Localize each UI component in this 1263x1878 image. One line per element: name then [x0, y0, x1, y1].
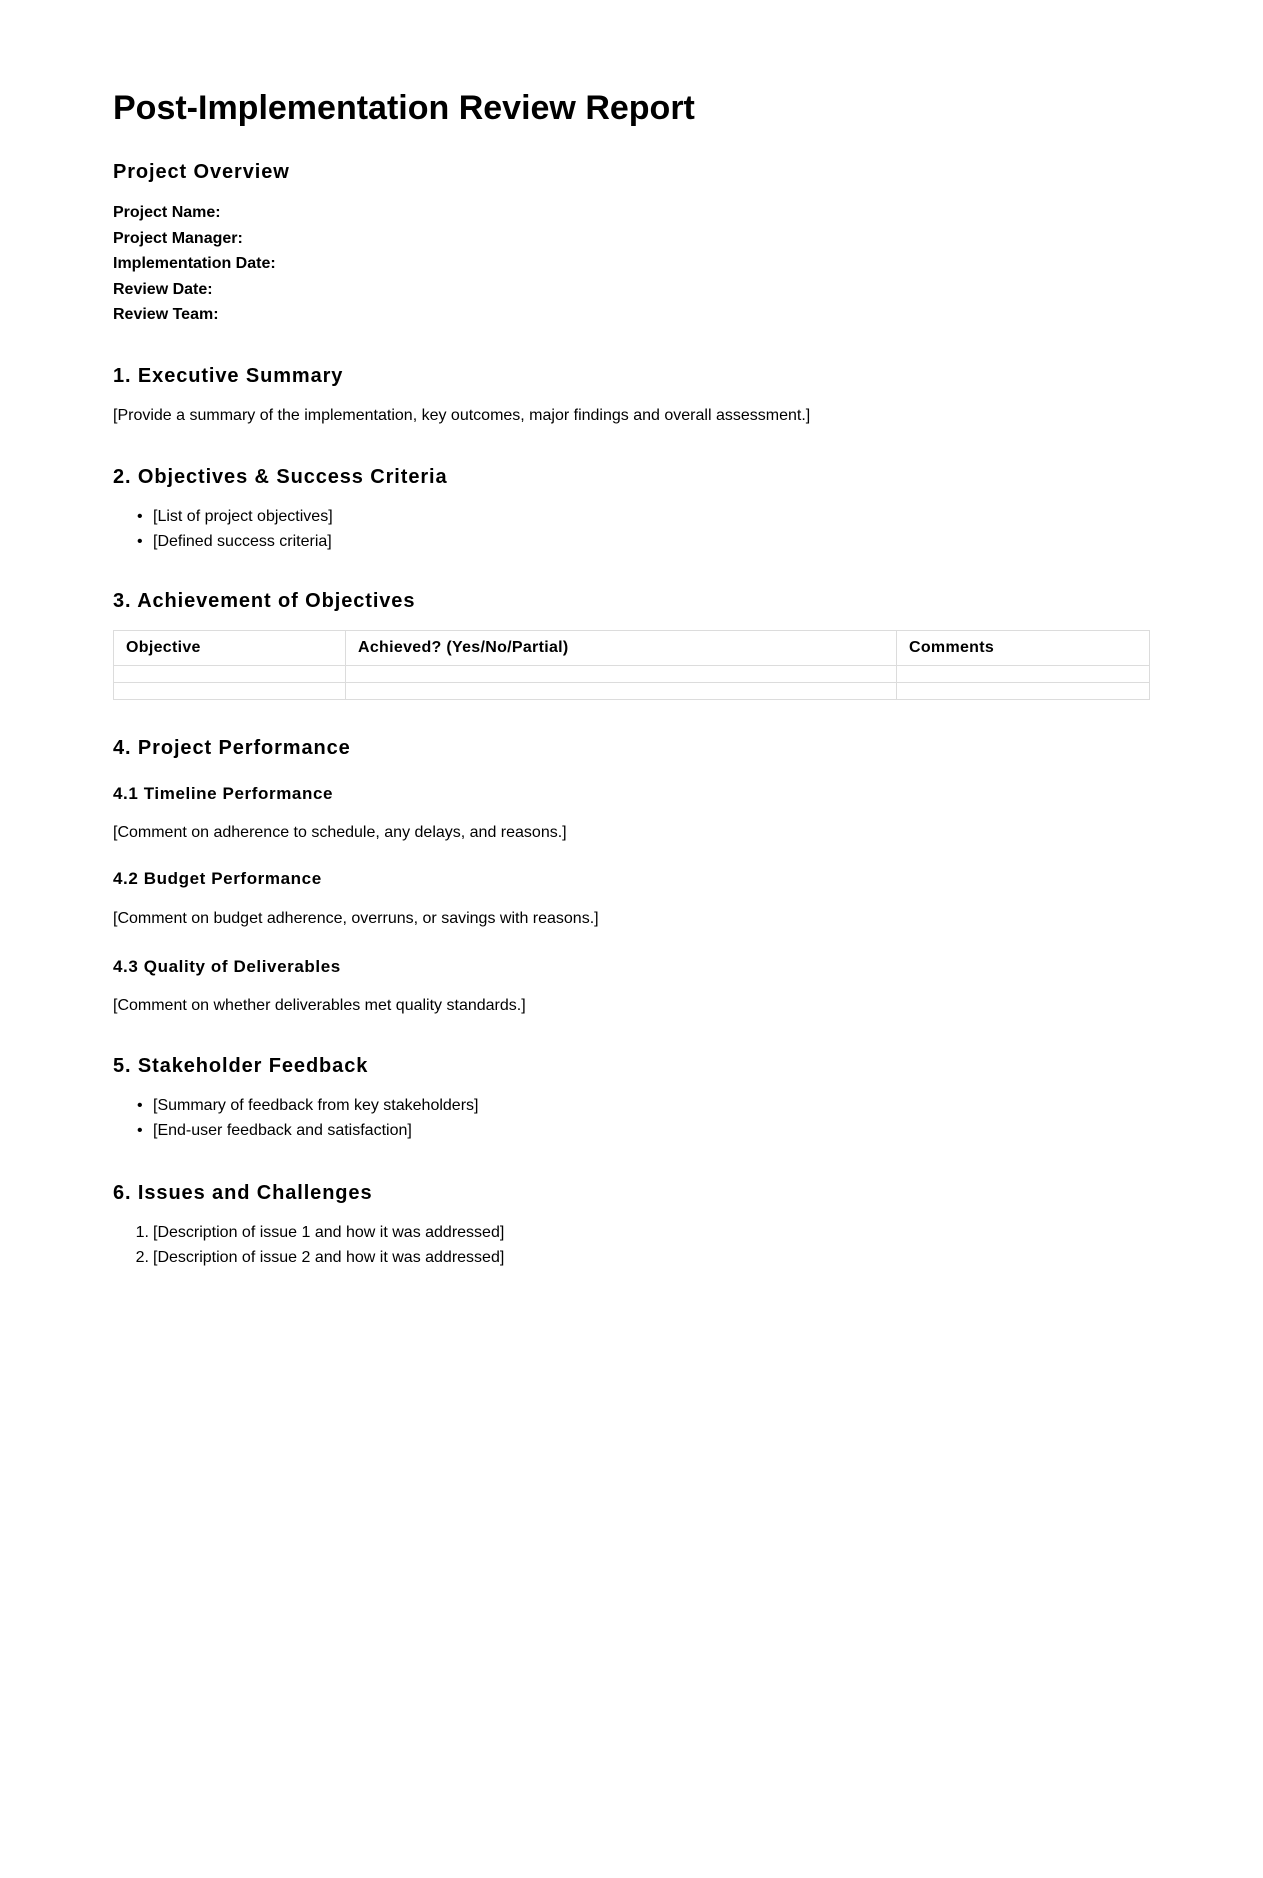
column-header-achieved: Achieved? (Yes/No/Partial) — [346, 631, 897, 666]
field-review-date — [113, 279, 213, 301]
field-review-team — [113, 304, 219, 326]
field-implementation-date — [113, 253, 276, 275]
field-project-manager — [113, 228, 243, 250]
bullet-icon: • — [137, 1097, 143, 1114]
field-project-name — [113, 202, 221, 224]
table-row — [114, 683, 1150, 700]
subsection-heading-budget: 4.2 Budget Performance — [113, 869, 322, 888]
table-row — [114, 666, 1150, 683]
section-heading-executive-summary: 1. Executive Summary — [113, 365, 344, 387]
executive-summary-text: [Provide a summary of the implementation, key outcomes, major findings and overall assessment.] — [113, 407, 811, 424]
subsection-heading-timeline: 4.1 Timeline Performance — [113, 784, 334, 803]
section-heading-performance: 4. Project Performance — [113, 737, 351, 759]
table-cell — [897, 666, 1150, 683]
field-label: Review Team: — [113, 306, 219, 323]
achievement-table — [113, 630, 1150, 700]
list-item: 1. [Description of issue 1 and how it was addressed] — [153, 1222, 504, 1244]
list-item: • [List of project objectives] — [153, 506, 333, 528]
table-cell — [346, 683, 897, 700]
field-label: Project Manager: — [113, 230, 243, 247]
field-label: Implementation Date: — [113, 255, 276, 272]
list-item: • [Summary of feedback from key stakeholders] — [153, 1095, 478, 1117]
budget-text: [Comment on budget adherence, overruns, or savings with reasons.] — [113, 910, 599, 927]
list-number: 1. — [135, 1224, 149, 1241]
list-item: 2. [Description of issue 2 and how it was addressed] — [153, 1247, 504, 1269]
column-header-comments: Comments — [897, 631, 1150, 666]
table-cell — [897, 683, 1150, 700]
field-label: Review Date: — [113, 281, 213, 298]
list-item: • [Defined success criteria] — [153, 531, 332, 553]
section-heading-achievement: 3. Achievement of Objectives — [113, 590, 416, 612]
subsection-heading-quality: 4.3 Quality of Deliverables — [113, 957, 341, 976]
document-title: Post-Implementation Review Report — [113, 89, 695, 127]
column-header-objective: Objective — [114, 631, 346, 666]
section-heading-objectives: 2. Objectives & Success Criteria — [113, 466, 448, 488]
field-label: Project Name: — [113, 204, 221, 221]
bullet-icon: • — [137, 1122, 143, 1139]
table-cell — [346, 666, 897, 683]
section-heading-overview: Project Overview — [113, 161, 290, 183]
table-header-row — [114, 631, 1150, 666]
list-number: 2. — [135, 1249, 149, 1266]
list-item: • [End-user feedback and satisfaction] — [153, 1120, 412, 1142]
bullet-icon: • — [137, 533, 143, 550]
section-heading-stakeholder-feedback: 5. Stakeholder Feedback — [113, 1055, 369, 1077]
quality-text: [Comment on whether deliverables met quality standards.] — [113, 997, 526, 1014]
section-heading-issues: 6. Issues and Challenges — [113, 1182, 373, 1204]
table-cell — [114, 683, 346, 700]
table-cell — [114, 666, 346, 683]
timeline-text: [Comment on adherence to schedule, any delays, and reasons.] — [113, 824, 567, 841]
bullet-icon: • — [137, 508, 143, 525]
